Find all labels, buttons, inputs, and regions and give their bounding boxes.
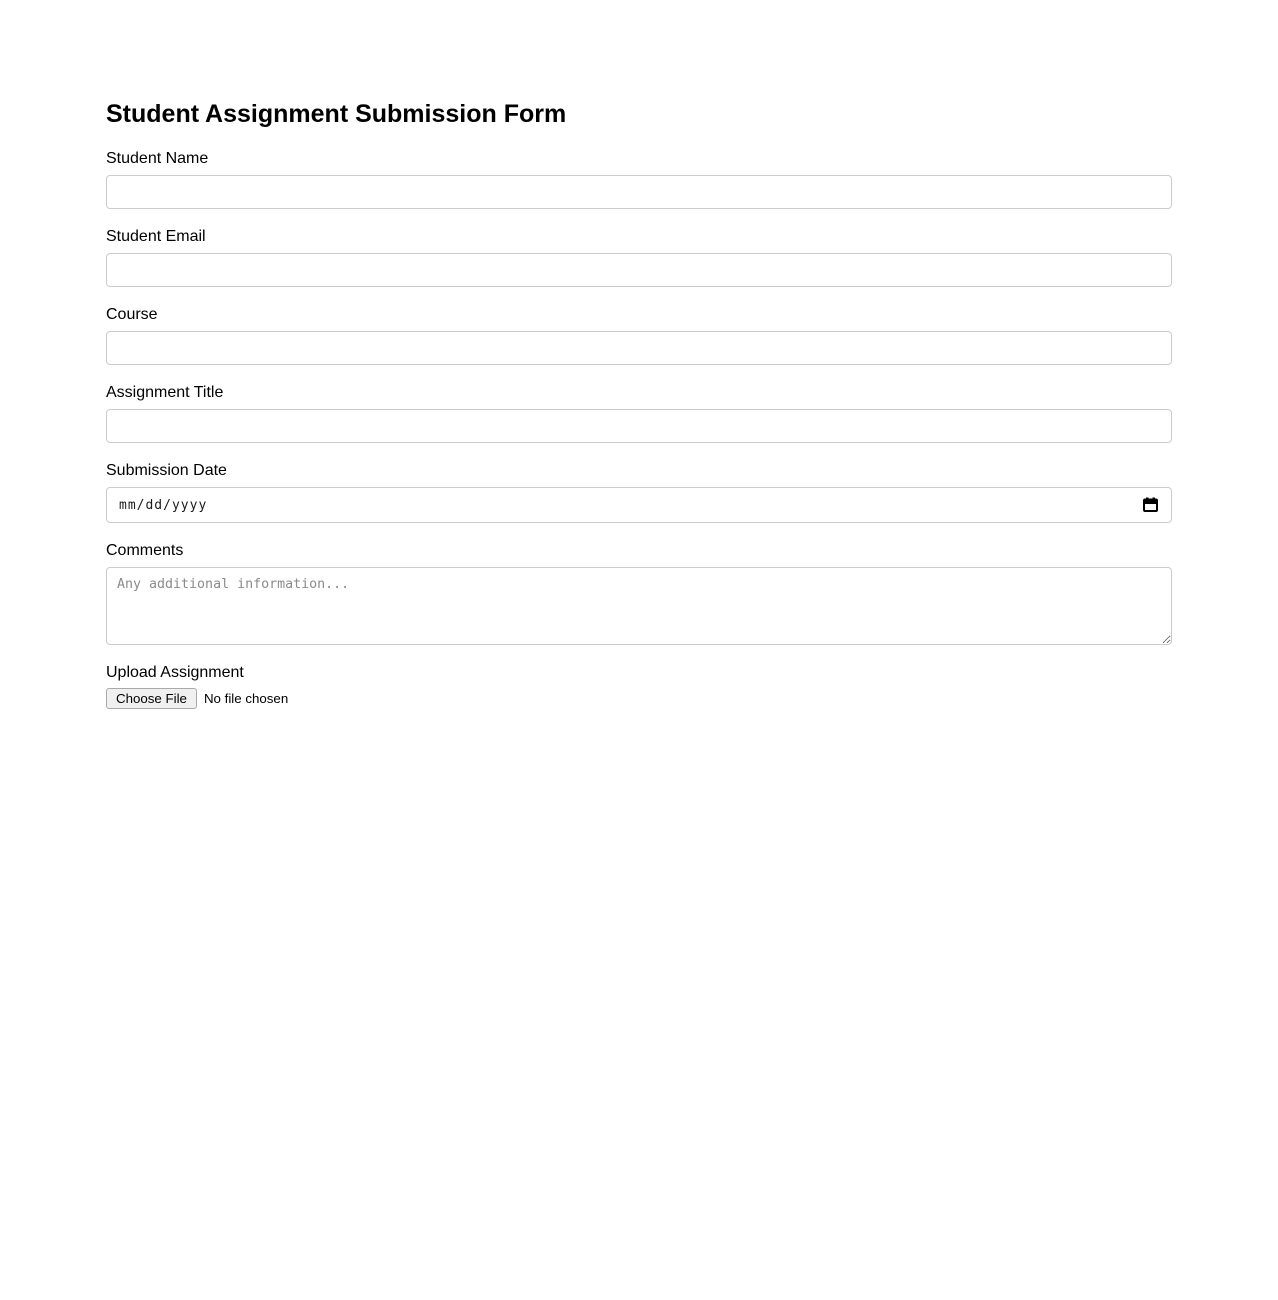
- file-input[interactable]: [106, 688, 1172, 709]
- student-email-input[interactable]: [106, 253, 1172, 287]
- comments-group: [106, 542, 1172, 645]
- assignment-title-input[interactable]: [106, 409, 1172, 443]
- upload-assignment-label: Upload Assignment: [106, 664, 244, 681]
- course-label: Course: [106, 306, 158, 323]
- calendar-icon[interactable]: [1142, 497, 1159, 513]
- assignment-title-group: [106, 384, 1172, 443]
- assignment-title-label: Assignment Title: [106, 384, 224, 401]
- student-email-label: Student Email: [106, 228, 206, 245]
- page-title: Student Assignment Submission Form: [106, 100, 567, 128]
- upload-group: [106, 664, 1172, 709]
- date-placeholder-text: mm/dd/yyyy: [119, 497, 208, 513]
- submission-date-input[interactable]: [106, 487, 1172, 523]
- form-container: [106, 0, 1172, 709]
- submission-date-label: Submission Date: [106, 462, 227, 479]
- student-email-group: [106, 228, 1172, 287]
- comments-textarea[interactable]: [106, 567, 1172, 645]
- course-group: [106, 306, 1172, 365]
- student-name-input[interactable]: [106, 175, 1172, 209]
- comments-label: Comments: [106, 542, 184, 559]
- choose-file-button[interactable]: Choose File: [106, 688, 197, 709]
- student-name-label: Student Name: [106, 150, 209, 167]
- submission-date-group: [106, 462, 1172, 523]
- course-input[interactable]: [106, 331, 1172, 365]
- student-name-group: [106, 150, 1172, 209]
- file-status-text: No file chosen: [203, 691, 289, 706]
